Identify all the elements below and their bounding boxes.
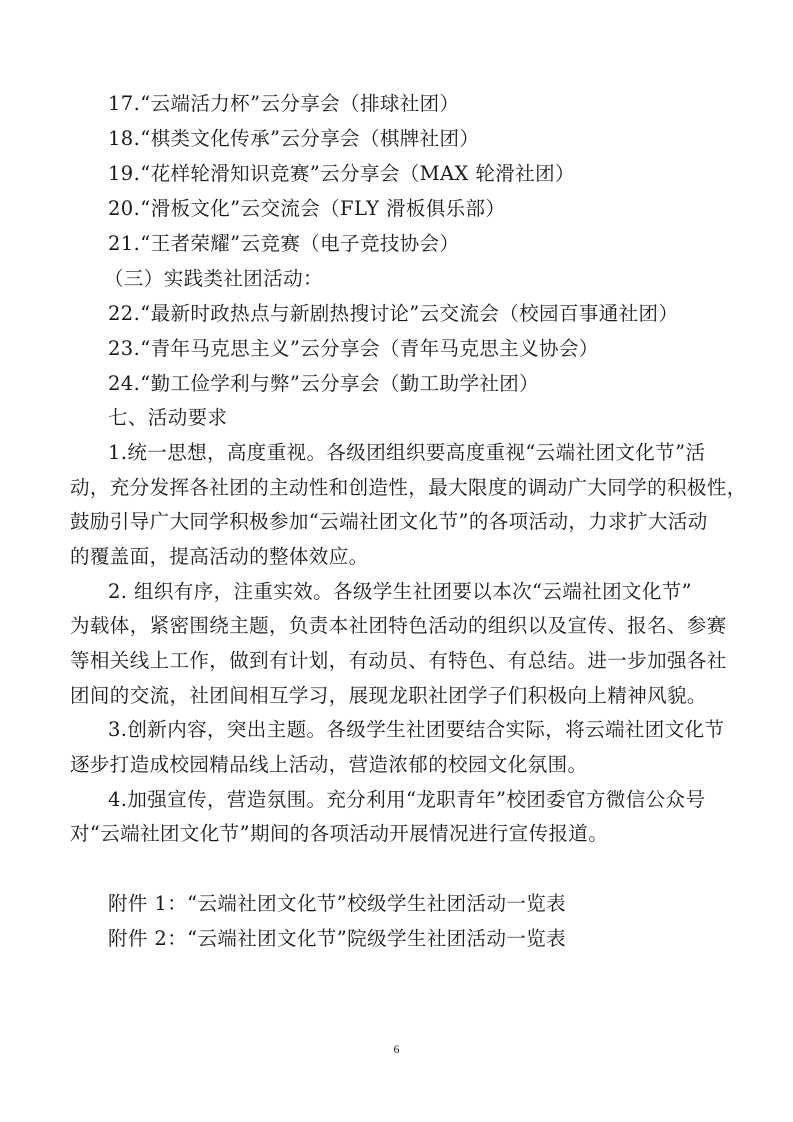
list-item: 18.“棋类文化传承”云分享会（棋牌社团） [108,127,480,150]
list-item: 20.“滑板文化”云交流会（FLY 滑板俱乐部） [108,197,506,220]
paragraph-line: 4.加强宣传，营造氛围。充分利用“龙职青年”校团委官方微信公众号 [108,788,706,811]
paragraph-line: 3.创新内容，突出主题。各级学生社团要结合实际，将云端社团文化节 [108,718,725,741]
subsection-heading: （三）实践类社团活动： [104,267,323,290]
paragraph-line: 动，充分发挥各社团的主动性和创造性，最大限度的调动广大同学的积极性， [70,476,747,499]
list-item: 23.“青年马克思主义”云分享会（青年马克思主义协会） [108,337,599,360]
list-item: 21.“王者荣耀”云竞赛（电子竞技协会） [108,232,460,255]
paragraph-line: 的覆盖面，提高活动的整体效应。 [70,545,369,568]
attachment-line: 附件 2：“云端社团文化节”院级学生社团活动一览表 [108,927,567,950]
attachment-line: 附件 1：“云端社团文化节”校级学生社团活动一览表 [108,892,567,915]
paragraph-line: 鼓励引导广大同学积极参加“云端社团文化节”的各项活动，力求扩大活动 [70,510,708,533]
list-item: 17.“云端活力杯”云分享会（排球社团） [108,92,460,115]
list-item: 24.“勤工俭学利与弊”云分享会（勤工助学社团） [108,372,540,395]
list-item: 22.“最新时政热点与新剧热搜讨论”云交流会（校园百事通社团） [108,302,679,325]
list-item: 19.“花样轮滑知识竞赛”云分享会（MAX 轮滑社团） [108,162,575,185]
page-number: 6 [393,1042,400,1056]
paragraph-line: 为载体，紧密围绕主题，负责本社团特色活动的组织以及宣传、报名、参赛 [70,614,727,637]
section-heading: 七、活动要求 [108,406,228,429]
paragraph-line: 1.统一思想，高度重视。各级团组织要高度重视“云端社团文化节”活 [108,441,706,464]
paragraph-line: 等相关线上工作，做到有计划，有动员、有特色、有总结。进一步加强各社 [70,649,727,672]
paragraph-line: 团间的交流，社团间相互学习，展现龙职社团学子们积极向上精神风貌。 [70,684,707,707]
paragraph-line: 2. 组织有序，注重实效。各级学生社团要以本次“云端社团文化节” [108,580,693,603]
paragraph-line: 对“云端社团文化节”期间的各项活动开展情况进行宣传报道。 [70,822,609,845]
paragraph-line: 逐步打造成校园精品线上活动，营造浓郁的校园文化氛围。 [70,753,588,776]
